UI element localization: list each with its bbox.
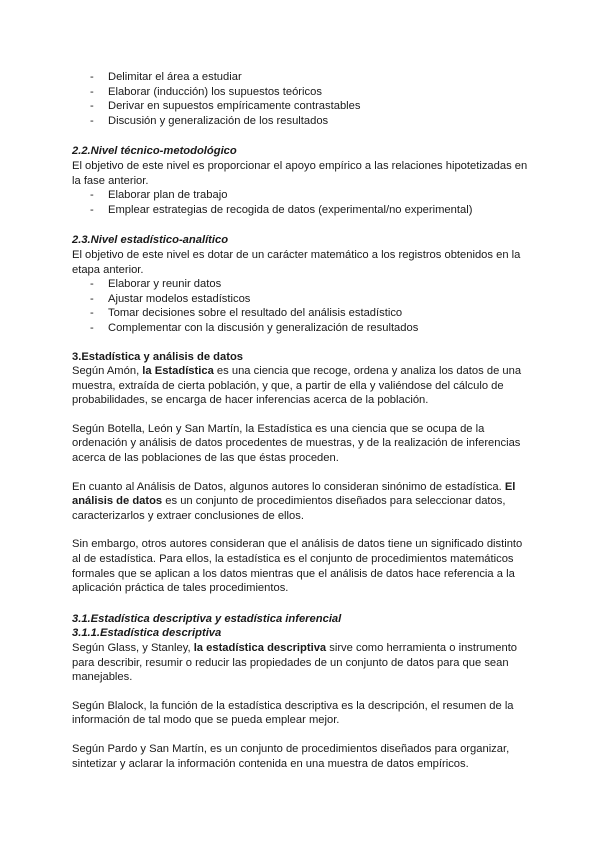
- paragraph: [72, 641, 530, 685]
- list-item: - Derivar en supuestos empíricamente contrastables: [72, 99, 530, 114]
- bold-term: El análisis de datos: [72, 480, 516, 508]
- paragraph: Según Blalock, la función de la estadística descriptiva es la descripción, el resumen de la información de tal modo que se pueda emplear mejor.: [72, 699, 514, 727]
- paragraph: El objetivo de este nivel es proporcionar el apoyo empírico a las relaciones hipotetizadas en la fase anterior.: [72, 159, 528, 187]
- list-item: - Delimitar el área a estudiar: [72, 70, 530, 85]
- paragraph: El objetivo de este nivel es dotar de un carácter matemático a los registros obtenidos en la etapa anterior.: [72, 248, 521, 276]
- text-run: sirve como herramienta o instrumento para describir, resumir o reducir las propiedades de un conjunto de datos para que sean manejables.: [72, 642, 518, 684]
- list-item: - Tomar decisiones sobre el resultado del análisis estadístico: [72, 306, 530, 321]
- list-item: - Discusión y generalización de los resultados: [72, 114, 530, 129]
- section-heading-3-1: 3.1.Estadística descriptiva y estadística inferencial: [72, 612, 342, 625]
- section-heading-3: 3.Estadística y análisis de datos: [72, 350, 243, 363]
- list-item: - Ajustar modelos estadísticos: [72, 292, 530, 307]
- list-item: - Elaborar (inducción) los supuestos teóricos: [72, 85, 530, 100]
- technical-list: [72, 188, 530, 217]
- paragraph: Sin embargo, otros autores consideran que el análisis de datos tiene un significado distinto al de estadística. Para ellos, la estadística es el conjunto de procedimientos matemáticos formales que se aplican a los datos mientras que el análisis de datos hace referencia a la aplicación práctica de tales procedimientos.: [72, 538, 523, 595]
- paragraph: [72, 480, 530, 524]
- text-run: Según Glass, y Stanley,: [72, 642, 194, 654]
- section-heading-2-3: 2.3.Nivel estadístico-analítico: [72, 234, 229, 247]
- text-run: Según Amón,: [72, 365, 143, 378]
- section-heading-2-2: 2.2.Nivel técnico-metodológico: [72, 145, 237, 158]
- bold-term: la Estadística: [142, 365, 214, 378]
- list-item: - Emplear estrategias de recogida de datos (experimental/no experimental): [72, 203, 530, 218]
- objectives-list: [72, 70, 530, 128]
- list-item: - Elaborar y reunir datos: [72, 277, 530, 292]
- text-run: es un conjunto de procedimientos diseñados para seleccionar datos, caracterizarlos y extraer conclusiones de ellos.: [72, 495, 506, 522]
- paragraph: Según Pardo y San Martín, es un conjunto de procedimientos diseñados para organizar, sintetizar y aclarar la información contenida en una muestra de datos empíricos.: [72, 742, 510, 770]
- bold-term: la estadística descriptiva: [193, 642, 327, 654]
- list-item: - Elaborar plan de trabajo: [72, 188, 530, 203]
- page-content: [72, 70, 530, 771]
- paragraph: Según Botella, León y San Martín, la Estadística es una ciencia que se ocupa de la ordenación y análisis de datos procedentes de muestras, y de la realización de inferencias acerca de las poblaciones de las que éstas proceden.: [72, 422, 521, 465]
- section-heading-3-1-1: 3.1.1.Estadística descriptiva: [72, 627, 222, 640]
- paragraph: [72, 364, 530, 408]
- analytic-list: [72, 277, 530, 335]
- text-run: En cuanto al Análisis de Datos, algunos autores lo consideran sinónimo de estadística.: [72, 480, 505, 493]
- text-run: es una ciencia que recoge, ordena y analiza los datos de una muestra, extraída de cierta población, y que, a partir de ella y valiéndose del cálculo de probabilidades, se encarga de hacer inferencias acerca de la población.: [72, 365, 522, 407]
- list-item: - Complementar con la discusión y generalización de resultados: [72, 321, 530, 336]
